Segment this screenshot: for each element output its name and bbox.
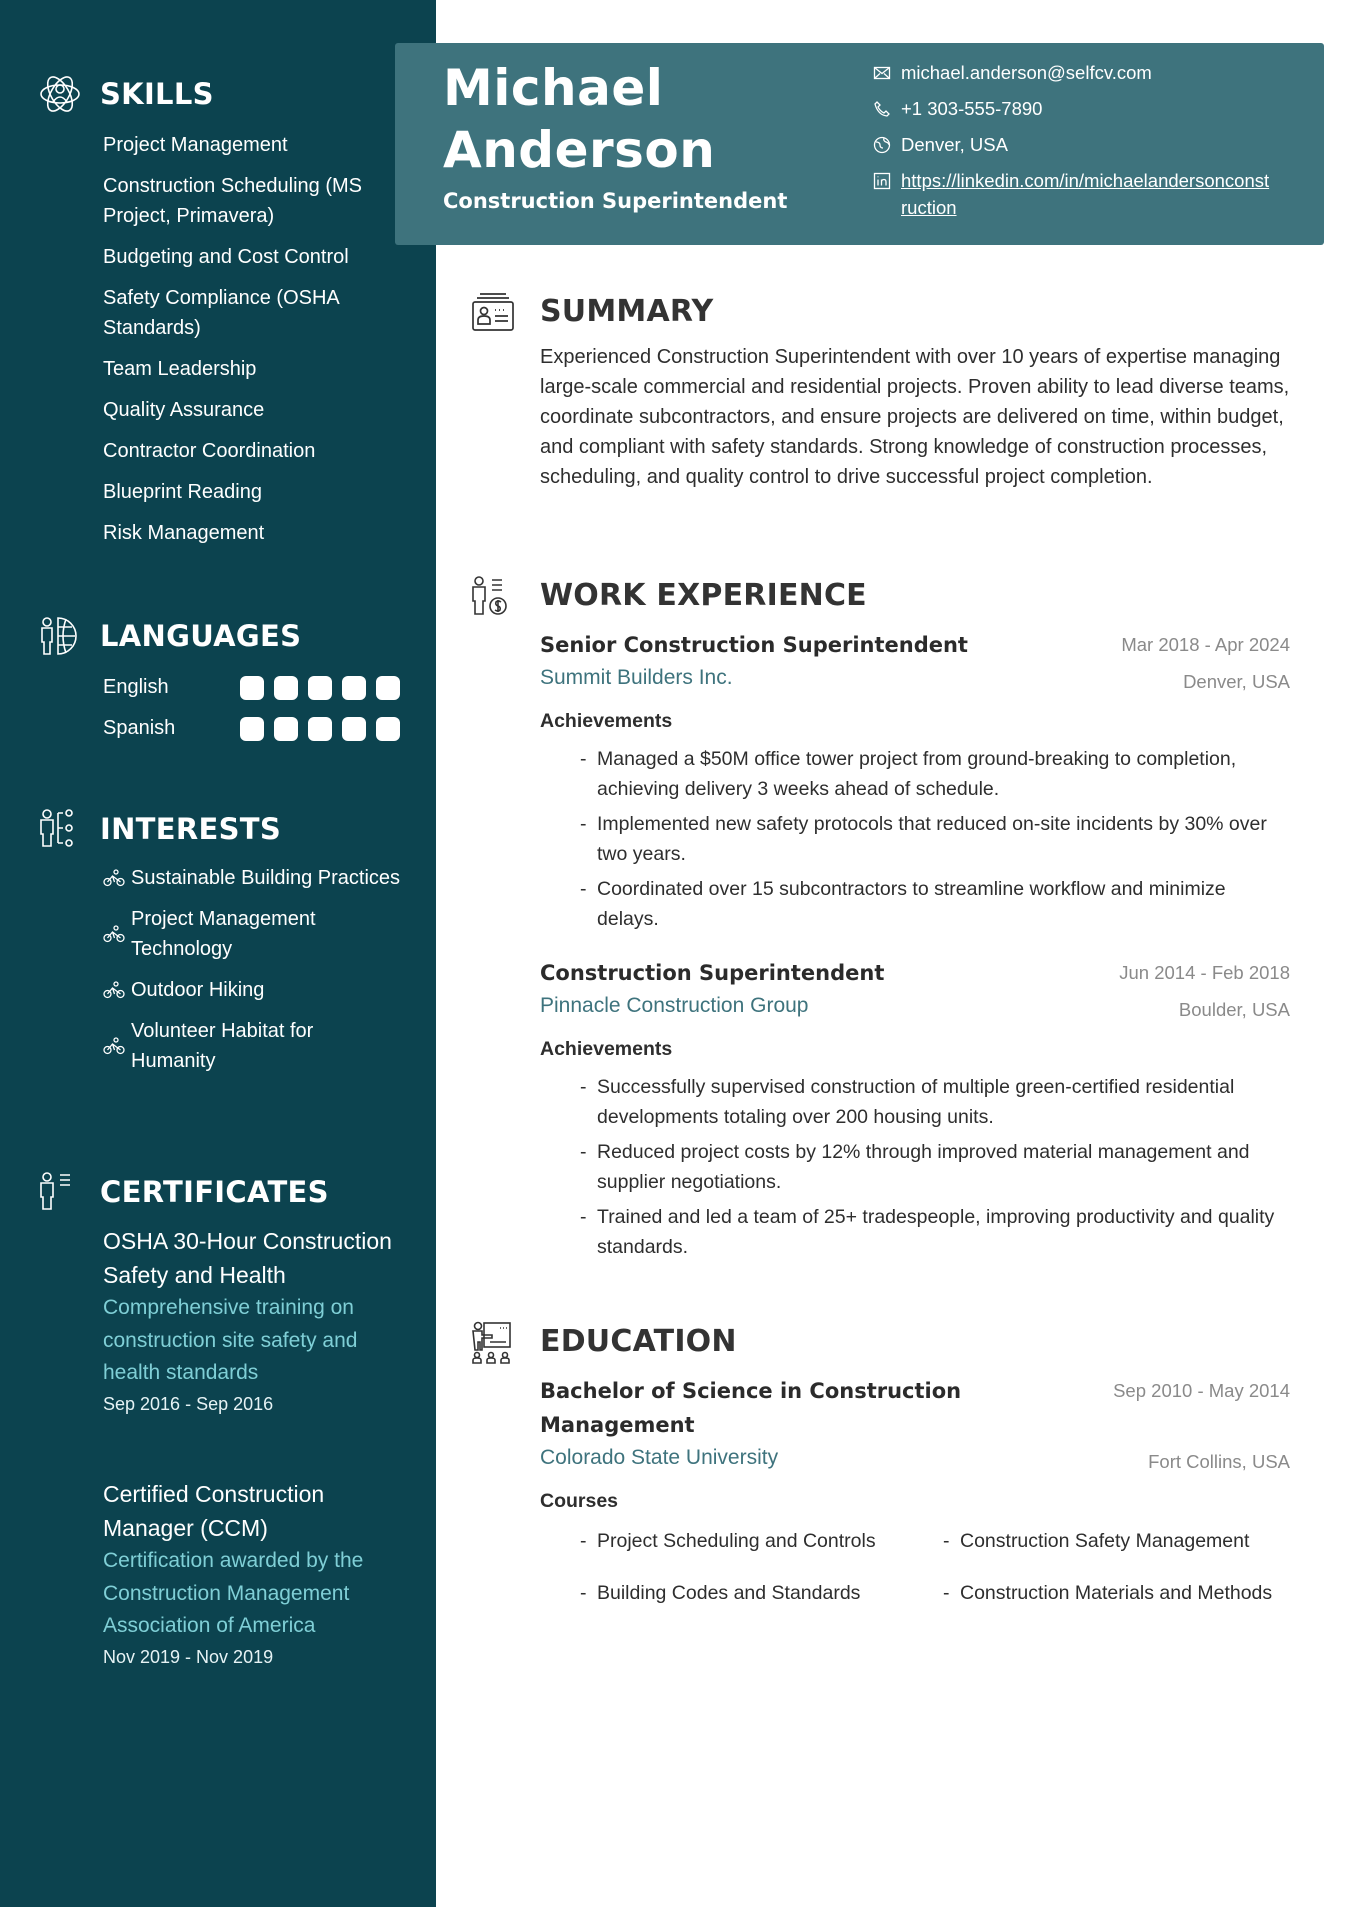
certificate-date: Nov 2019 - Nov 2019 (103, 1646, 274, 1667)
language-level (240, 676, 400, 700)
job-title: Construction Superintendent (540, 961, 885, 985)
skill-item: Quality Assurance (103, 399, 265, 421)
work-experience-title: WORK EXPERIENCE (540, 578, 867, 613)
language-level (240, 717, 400, 741)
bicycle-icon (103, 869, 125, 887)
interest-label: Volunteer Habitat for Humanity (131, 1020, 314, 1072)
job-title: Senior Construction Superintendent (540, 633, 968, 657)
full-name (443, 57, 715, 181)
education-location: Fort Collins, USA (1148, 1451, 1290, 1472)
work-experience-section (470, 574, 1300, 1267)
language-row-english (103, 672, 403, 702)
skill-item: Team Leadership (103, 358, 257, 380)
summary-title: SUMMARY (540, 294, 714, 329)
level-dot (376, 717, 400, 741)
work-experience-header (470, 574, 1300, 622)
achievements-list (580, 744, 1290, 934)
level-dot (240, 717, 264, 741)
achievements-list (580, 1072, 1290, 1262)
bicycle-icon (103, 981, 125, 999)
course-item: - Construction Safety Management (943, 1526, 1283, 1556)
interests-title: INTERESTS (100, 812, 282, 846)
interest-item (103, 904, 403, 964)
level-dot (342, 717, 366, 741)
contact-location (873, 131, 1273, 158)
linkedin-icon (873, 172, 891, 190)
skill-item: Construction Scheduling (MS Project, Primavera) (103, 175, 363, 227)
skill-item: Contractor Coordination (103, 440, 316, 462)
course-item: - Project Scheduling and Controls (580, 1526, 943, 1556)
course-item: - Construction Materials and Methods (943, 1578, 1283, 1608)
location-text: Denver, USA (901, 134, 1008, 155)
education-section (470, 1320, 1300, 1608)
certificate-date: Sep 2016 - Sep 2016 (103, 1393, 274, 1414)
level-dot (342, 676, 366, 700)
level-dot (274, 676, 298, 700)
achievement-item: - Trained and led a team of 25+ tradespeople, improving productivity and quality standards. (580, 1202, 1290, 1262)
contact-linkedin[interactable] (873, 167, 1273, 221)
summary-section (470, 290, 1300, 492)
person-options-icon (38, 807, 82, 851)
header-card (395, 43, 1324, 245)
education-title: EDUCATION (540, 1324, 737, 1359)
certificates-header (38, 1168, 329, 1216)
interests-list (103, 863, 403, 1087)
job-entry (540, 628, 1290, 934)
contact-list (873, 59, 1273, 230)
education-dates: Sep 2010 - May 2014 (1113, 1380, 1290, 1401)
certificate-item (103, 1477, 403, 1671)
language-row-spanish (103, 713, 403, 743)
interest-item (103, 975, 403, 1005)
email-text: michael.anderson@selfcv.com (901, 62, 1152, 83)
interest-item (103, 863, 403, 893)
courses-label: Courses (540, 1490, 619, 1512)
level-dot (274, 717, 298, 741)
achievement-item: - Managed a $50M office tower project from ground-breaking to completion, achieving delivery 3 weeks ahead of schedule. (580, 744, 1290, 804)
achievements-label: Achievements (540, 710, 673, 732)
skill-item: Risk Management (103, 522, 265, 544)
level-dot (308, 717, 332, 741)
last-name: Anderson (443, 121, 716, 179)
courses-list (580, 1526, 1290, 1608)
phone-icon (873, 100, 891, 118)
email-icon (873, 64, 891, 82)
skills-list (103, 130, 403, 559)
skill-item: Safety Compliance (OSHA Standards) (103, 287, 339, 339)
interest-item (103, 1016, 403, 1076)
course-item: - Building Codes and Standards (580, 1578, 943, 1608)
school: Colorado State University (540, 1446, 779, 1469)
job-entry (540, 956, 1290, 1262)
job-title: Construction Superintendent (443, 189, 788, 213)
certificates-title: CERTIFICATES (100, 1175, 329, 1209)
job-company: Summit Builders Inc. (540, 666, 733, 689)
certificate-description: Comprehensive training on construction site safety and health standards (103, 1296, 358, 1384)
bicycle-icon (103, 925, 125, 943)
first-name: Michael (443, 59, 664, 117)
contact-phone[interactable] (873, 95, 1273, 122)
phone-text: +1 303-555-7890 (901, 98, 1043, 119)
skill-item: Project Management (103, 134, 288, 156)
interest-label: Outdoor Hiking (131, 979, 265, 1001)
skill-item: Blueprint Reading (103, 481, 262, 503)
contact-email[interactable] (873, 59, 1273, 86)
achievement-item: - Coordinated over 15 subcontractors to streamline workflow and minimize delays. (580, 874, 1290, 934)
person-globe-icon (38, 614, 82, 658)
person-list-icon (38, 1170, 82, 1214)
interests-header (38, 805, 282, 853)
interest-label: Sustainable Building Practices (131, 867, 401, 889)
job-dates: Jun 2014 - Feb 2018 (1119, 962, 1290, 983)
skill-item: Budgeting and Cost Control (103, 246, 349, 268)
skills-header (38, 70, 214, 118)
level-dot (376, 676, 400, 700)
achievement-item: - Successfully supervised construction of multiple green-certified residential developments totaling over 200 housing units. (580, 1072, 1290, 1132)
job-location: Denver, USA (1183, 671, 1290, 692)
teacher-class-icon (470, 1320, 516, 1366)
level-dot (308, 676, 332, 700)
language-name: English (103, 676, 169, 698)
job-company: Pinnacle Construction Group (540, 994, 809, 1017)
certificate-description: Certification awarded by the Construction Management Association of America (103, 1549, 364, 1637)
interest-label: Project Management Technology (131, 908, 316, 960)
brain-atom-icon (38, 72, 82, 116)
certificate-name: OSHA 30-Hour Construction Safety and Health (103, 1228, 392, 1288)
level-dot (240, 676, 264, 700)
id-card-icon (470, 290, 516, 336)
certificate-name: Certified Construction Manager (CCM) (103, 1481, 325, 1541)
location-icon (873, 136, 891, 154)
summary-text: Experienced Construction Superintendent with over 10 years of expertise managing large-scale commercial and residential projects. Proven ability to lead diverse teams, coordinate subcontractors, and ensure projects are delivered on time, within budget, and compliant with safety standards. Strong knowledge of construction processes, scheduling, and quality control to drive successful project completion. (540, 346, 1290, 488)
degree: Bachelor of Science in Construction Management (540, 1379, 962, 1437)
job-location: Boulder, USA (1178, 999, 1290, 1020)
education-header (470, 1320, 1300, 1368)
summary-header (470, 290, 1300, 338)
sidebar (0, 0, 436, 1907)
bicycle-icon (103, 1037, 125, 1055)
education-entry (540, 1374, 1290, 1608)
achievement-item: - Reduced project costs by 12% through improved material management and supplier negotiations. (580, 1137, 1290, 1197)
skills-title: SKILLS (100, 77, 214, 111)
certificate-item (103, 1224, 403, 1418)
language-name: Spanish (103, 717, 176, 739)
achievement-item: - Implemented new safety protocols that reduced on-site incidents by 30% over two years. (580, 809, 1290, 869)
job-dates: Mar 2018 - Apr 2024 (1121, 634, 1290, 655)
person-salary-icon (470, 574, 516, 620)
languages-header (38, 612, 302, 660)
languages-title: LANGUAGES (100, 619, 302, 653)
achievements-label: Achievements (540, 1038, 673, 1060)
linkedin-link[interactable]: https://linkedin.com/in/michaelandersonconstruction (901, 170, 1270, 218)
